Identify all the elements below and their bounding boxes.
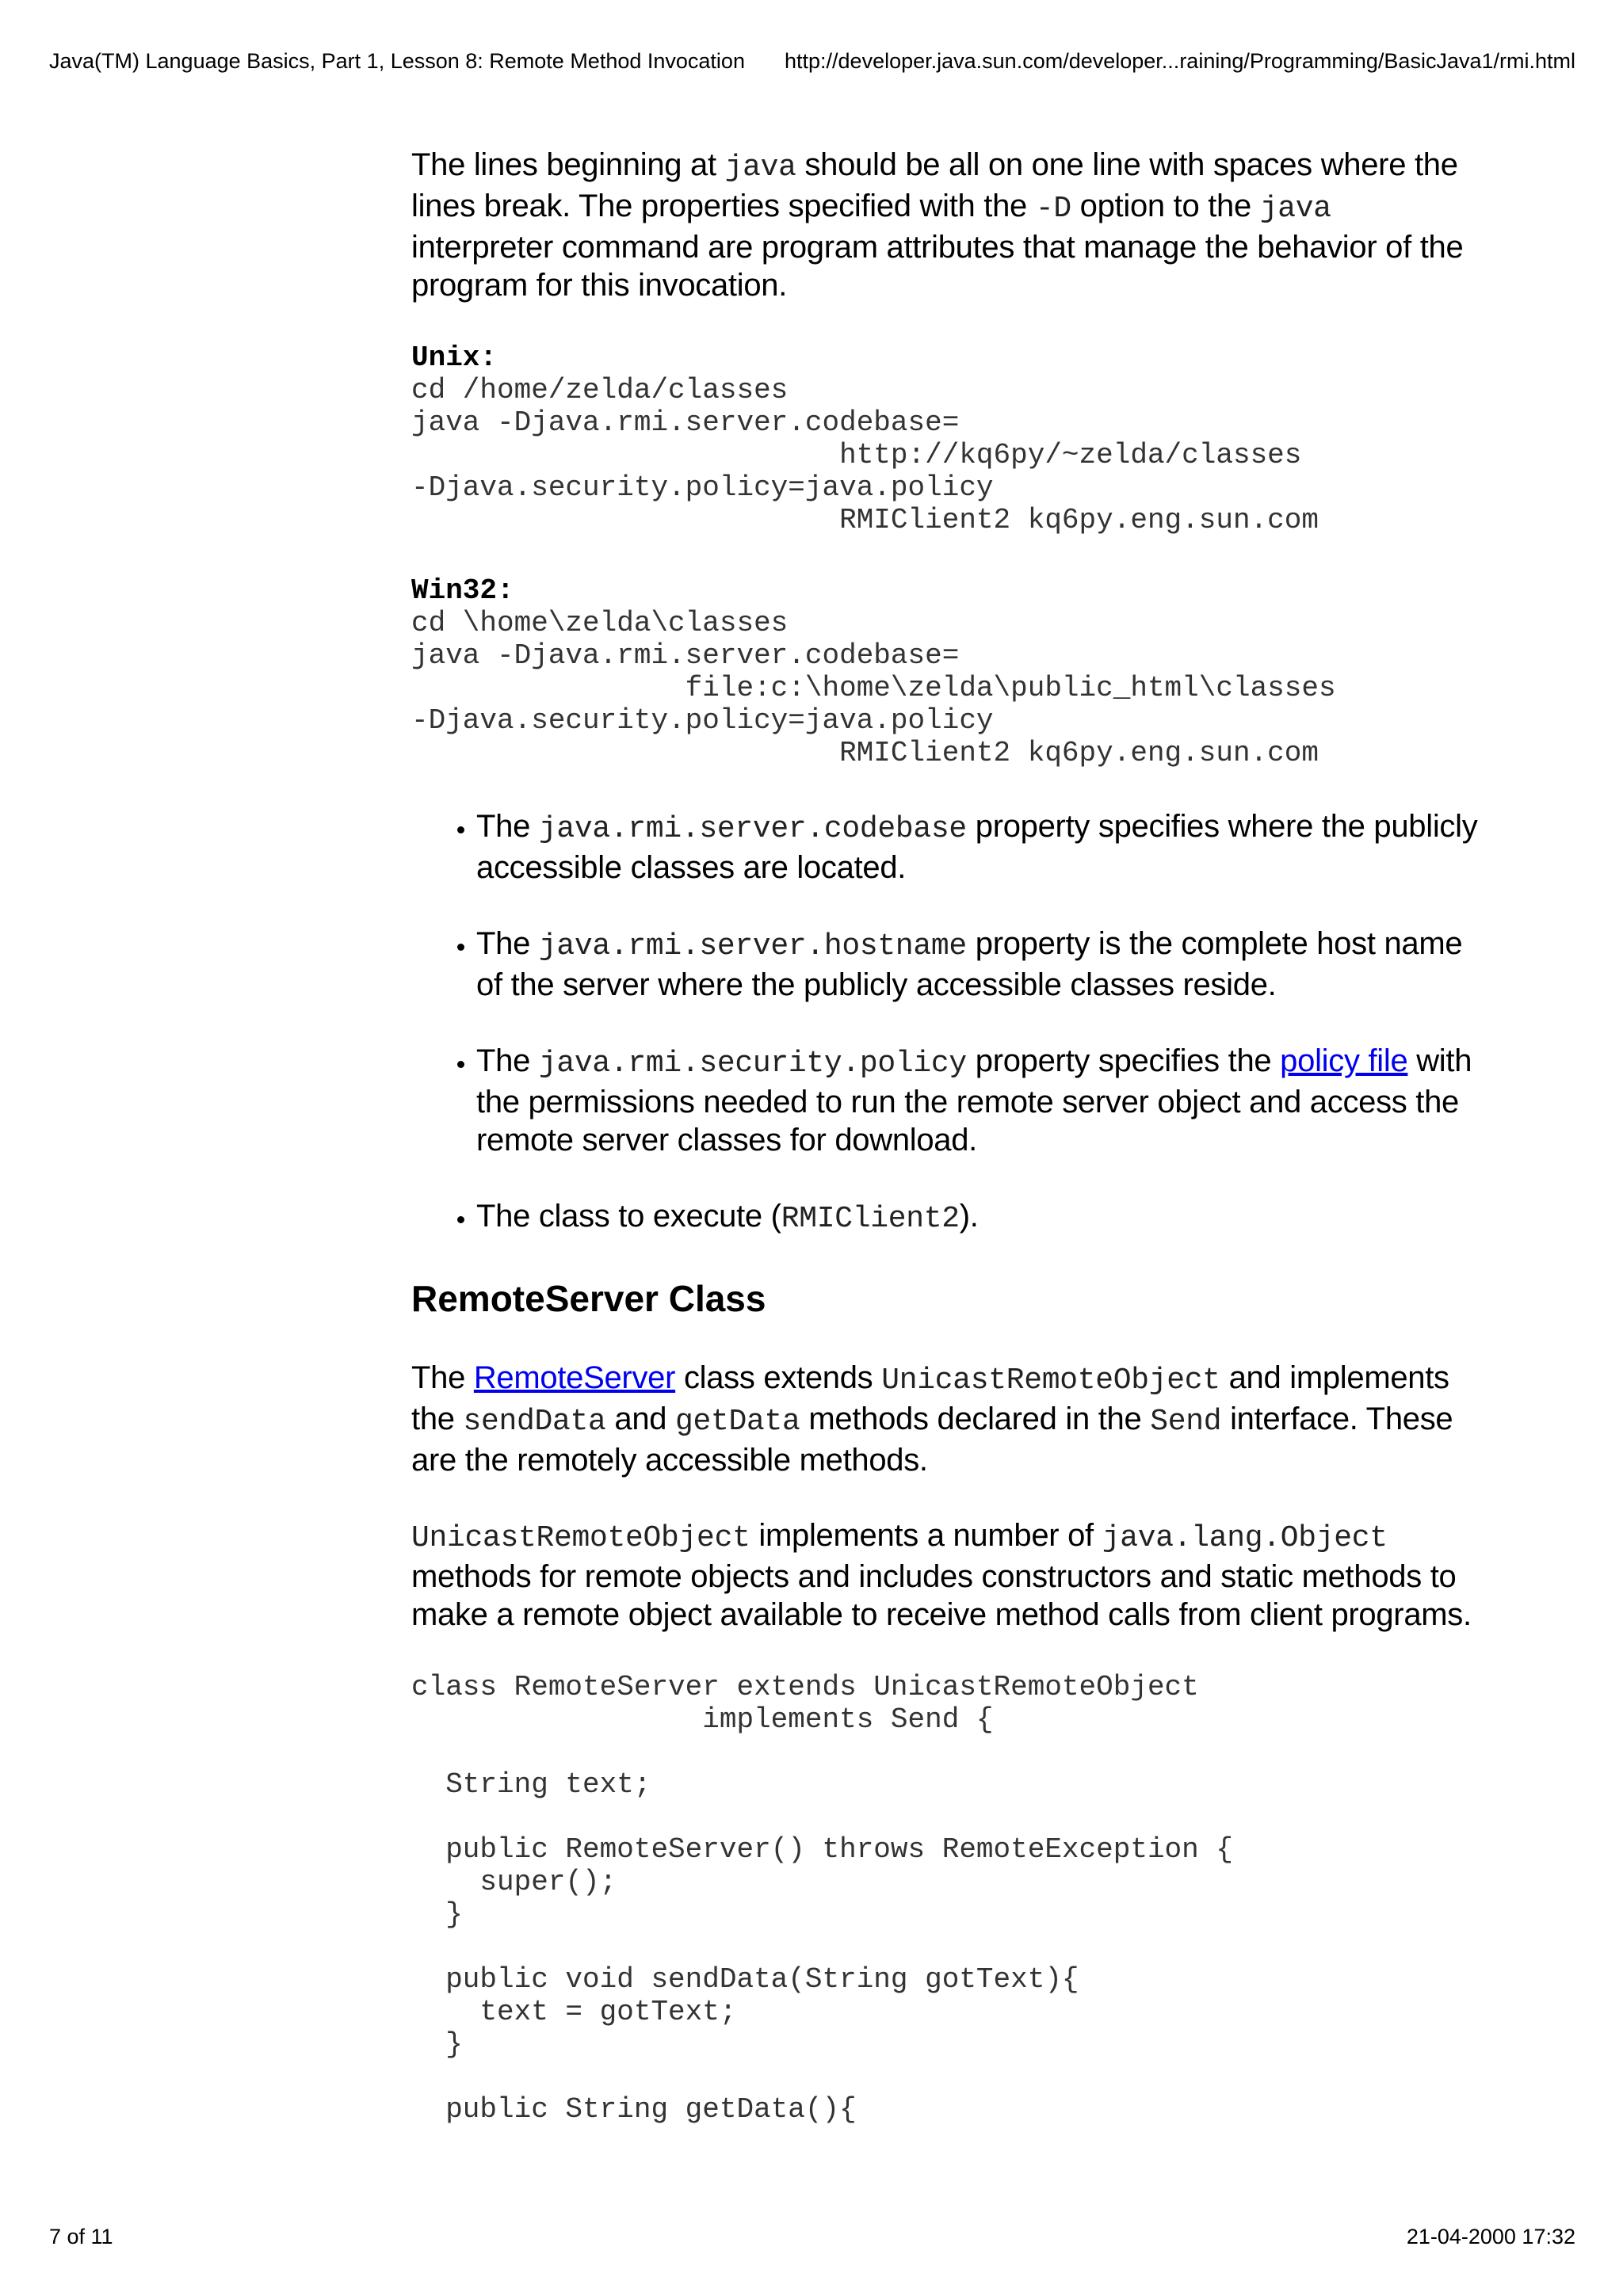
inline-code: sendData [463, 1405, 606, 1439]
unix-label: Unix: [411, 341, 498, 374]
inline-code: Send [1150, 1405, 1222, 1439]
inline-code: -D [1035, 192, 1071, 226]
inline-code: java.rmi.server.codebase [538, 812, 967, 846]
inline-code: java [1259, 192, 1331, 226]
list-item-codebase: • The java.rmi.server.codebase property specifies where the publicly accessible classes are located. [476, 807, 1481, 887]
inline-code: RMIClient2 [781, 1202, 960, 1236]
inline-code: UnicastRemoteObject [411, 1521, 750, 1555]
inline-code: java [724, 151, 796, 185]
print-header-title: Java(TM) Language Basics, Part 1, Lesson 8: Remote Method Invocation [49, 49, 745, 73]
list-item-class-to-execute: • The class to execute (RMIClient2). [476, 1197, 1481, 1238]
print-footer-page-number: 7 of 11 [49, 2225, 113, 2248]
inline-code: java.rmi.security.policy [538, 1047, 967, 1081]
inline-code: java.rmi.server.hostname [538, 929, 967, 963]
policy-file-link[interactable]: policy file [1280, 1043, 1408, 1078]
list-item-hostname: • The java.rmi.server.hostname property is the complete host name of the server where the publicly accessible classes reside. [476, 925, 1481, 1004]
inline-code: java.lang.Object [1102, 1521, 1388, 1555]
document-body [411, 146, 1481, 2126]
print-header-url: http://developer.java.sun.com/developer...raining/Programming/BasicJava1/rmi.html [785, 49, 1575, 73]
remoteserver-paragraph: The RemoteServer class extends UnicastRemoteObject and implements the sendData and getData methods declared in the Send interface. These are the remotely accessible methods. [411, 1360, 1453, 1478]
property-list [411, 807, 1481, 1238]
intro-paragraph: The lines beginning at java should be all on one line with spaces where the lines break. The properties specified with the -D option to the java interpreter command are program attributes that manage the behavior of the program for this invocation. [411, 147, 1464, 303]
section-heading: RemoteServer Class [411, 1278, 766, 1319]
print-footer-datetime: 21-04-2000 17:32 [1406, 2225, 1575, 2248]
remoteserver-link[interactable]: RemoteServer [473, 1360, 676, 1395]
inline-code: getData [675, 1405, 800, 1439]
remoteserver-code-listing: class RemoteServer extends UnicastRemoteObject implements Send { String text; public RemoteServer() throws RemoteException { super(); } public void sendData(String gotText){ text = gotText; } public String getData(){ [411, 1671, 1233, 2126]
unicastremoteobject-paragraph: UnicastRemoteObject implements a number of java.lang.Object methods for remote objects and includes constructors and static methods to make a remote object available to receive method calls from client programs. [411, 1518, 1472, 1632]
unix-command-block [411, 341, 1481, 536]
inline-code: UnicastRemoteObject [881, 1363, 1220, 1398]
win32-label: Win32: [411, 574, 514, 607]
win32-command-block [411, 574, 1481, 769]
win32-command-code: cd \home\zelda\classes java -Djava.rmi.server.codebase= file:c:\home\zelda\public_html\classes -Djava.security.policy=java.policy RMIClient2 kq6py.eng.sun.com [411, 607, 1336, 769]
unix-command-code: cd /home/zelda/classes java -Djava.rmi.server.codebase= http://kq6py/~zelda/classes -Djava.security.policy=java.policy RMIClient2 kq6py.eng.sun.com [411, 374, 1319, 536]
list-item-policy: • The java.rmi.security.policy property specifies the policy file with the permissions needed to run the remote server object and access the remote server classes for download. [476, 1042, 1481, 1159]
